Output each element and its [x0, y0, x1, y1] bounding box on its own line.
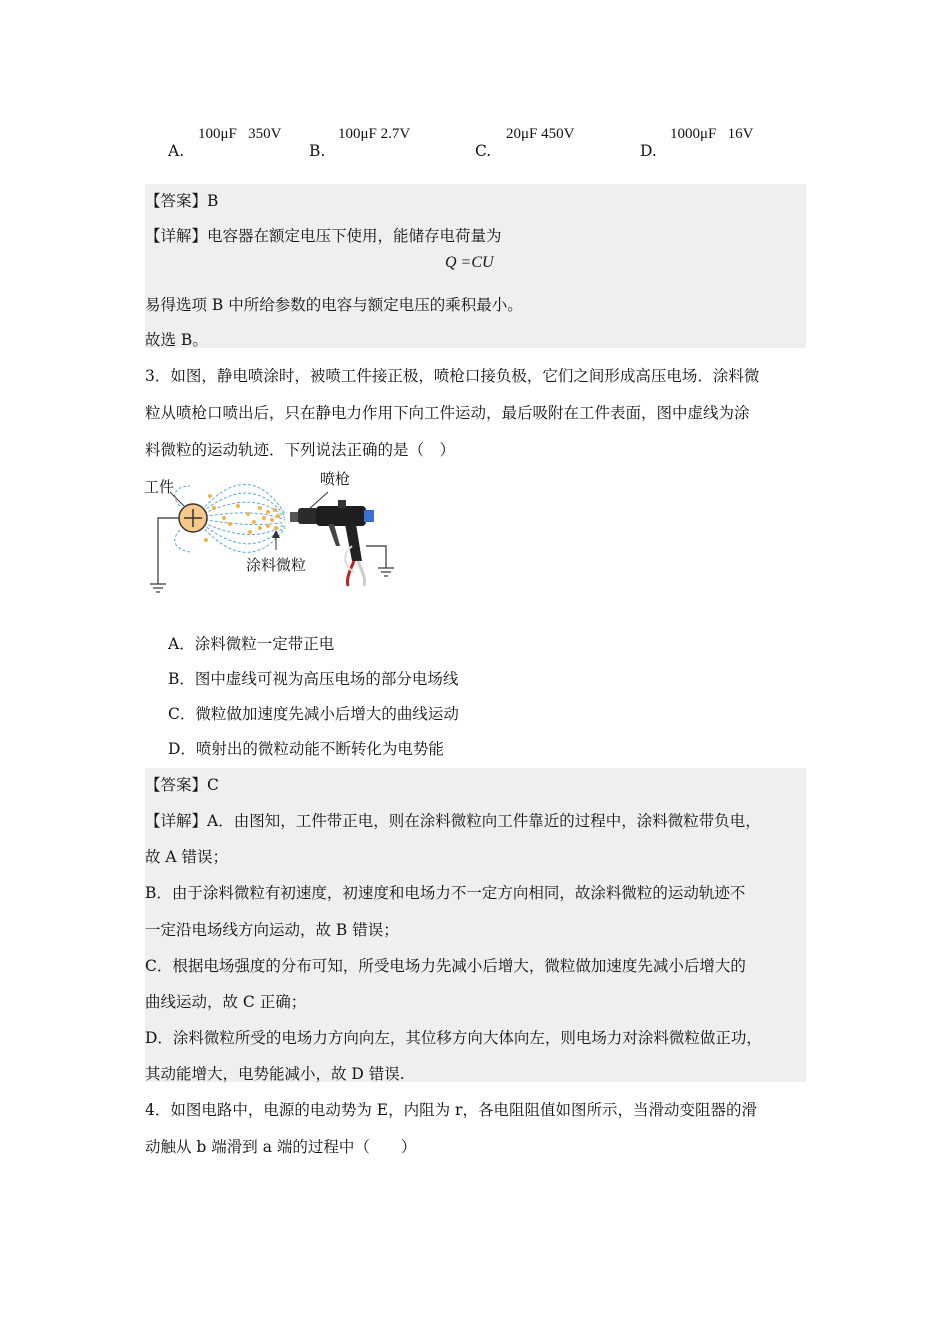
q2-line3: 易得选项 B 中所给参数的电容与额定电压的乘积最小。 [145, 296, 523, 314]
option-value-c: 20μF 450V [506, 126, 575, 142]
option-value-a: 100μF 350V [198, 126, 282, 142]
spray-diagram [140, 466, 410, 606]
option-letter-a: A. [168, 142, 185, 160]
q2-equation: Q =CU [445, 254, 494, 271]
option-letter-c: C. [475, 142, 492, 160]
q3-option-d: D．喷射出的微粒动能不断转化为电势能 [168, 740, 444, 758]
q3-detail-line8: 其动能增大，电势能减小，故 D 错误. [145, 1065, 405, 1083]
q3-detail-line3: B．由于涂料微粒有初速度，初速度和电场力不一定方向相同，故涂料微粒的运动轨迹不 [145, 884, 746, 902]
option-letter-b: B. [309, 142, 326, 160]
label-paint-particles: 涂料微粒 [246, 556, 307, 574]
q3-option-b: B．图中虚线可视为高压电场的部分电场线 [168, 670, 459, 688]
q2-detail: 【详解】电容器在额定电压下使用，能储存电荷量为 [145, 227, 502, 245]
q4-stem-line1: 4．如图电路中，电源的电动势为 E，内阻为 r，各电阻阻值如图所示，当滑动变阻器的滑 [145, 1101, 757, 1119]
q3-detail-line7: D．涂料微粒所受的电场力方向向左，其位移方向大体向左，则电场力对涂料微粒做正功， [145, 1029, 762, 1047]
label-spray-gun: 喷枪 [320, 470, 351, 488]
q3-detail-line5: C．根据电场强度的分布可知，所受电场力先减小后增大，微粒做加速度先减小后增大的 [145, 957, 746, 975]
q3-stem-line1: 3．如图，静电喷涂时，被喷工件接正极，喷枪口接负极，它们之间形成高压电场．涂料微 [145, 367, 760, 385]
label-workpiece: 工件 [144, 478, 175, 496]
q3-detail-line4: 一定沿电场线方向运动，故 B 错误； [145, 921, 399, 939]
q2-answer: 【答案】B [145, 192, 219, 210]
q3-detail-line2: 故 A 错误； [145, 848, 229, 866]
option-value-b: 100μF 2.7V [338, 126, 411, 142]
q4-stem-line2: 动触从 b 端滑到 a 端的过程中（ ） [145, 1138, 417, 1156]
q3-stem-line3: 料微粒的运动轨迹．下列说法正确的是（ ） [145, 441, 456, 459]
ground-symbol-left-icon [150, 584, 166, 592]
q3-stem-line2: 粒从喷枪口喷出后，只在静电力作用下向工件运动，最后吸附在工件表面，图中虚线为涂 [145, 404, 750, 422]
workpiece-positive-icon [179, 504, 207, 532]
q3-option-c: C．微粒做加速度先减小后增大的曲线运动 [168, 705, 459, 723]
option-value-d: 1000μF 16V [670, 126, 754, 142]
electrostatic-spray-figure [140, 466, 410, 606]
q3-detail-line1: 【详解】A．由图知，工件带正电，则在涂料微粒向工件靠近的过程中，涂料微粒带负电， [145, 812, 761, 830]
option-letter-d: D. [640, 142, 657, 160]
q2-line4: 故选 B。 [145, 331, 208, 349]
ground-symbol-right-icon [378, 568, 394, 576]
q3-answer: 【答案】C [145, 776, 219, 794]
q3-detail-line6: 曲线运动，故 C 正确； [145, 993, 307, 1011]
q3-option-a: A．涂料微粒一定带正电 [168, 635, 335, 653]
